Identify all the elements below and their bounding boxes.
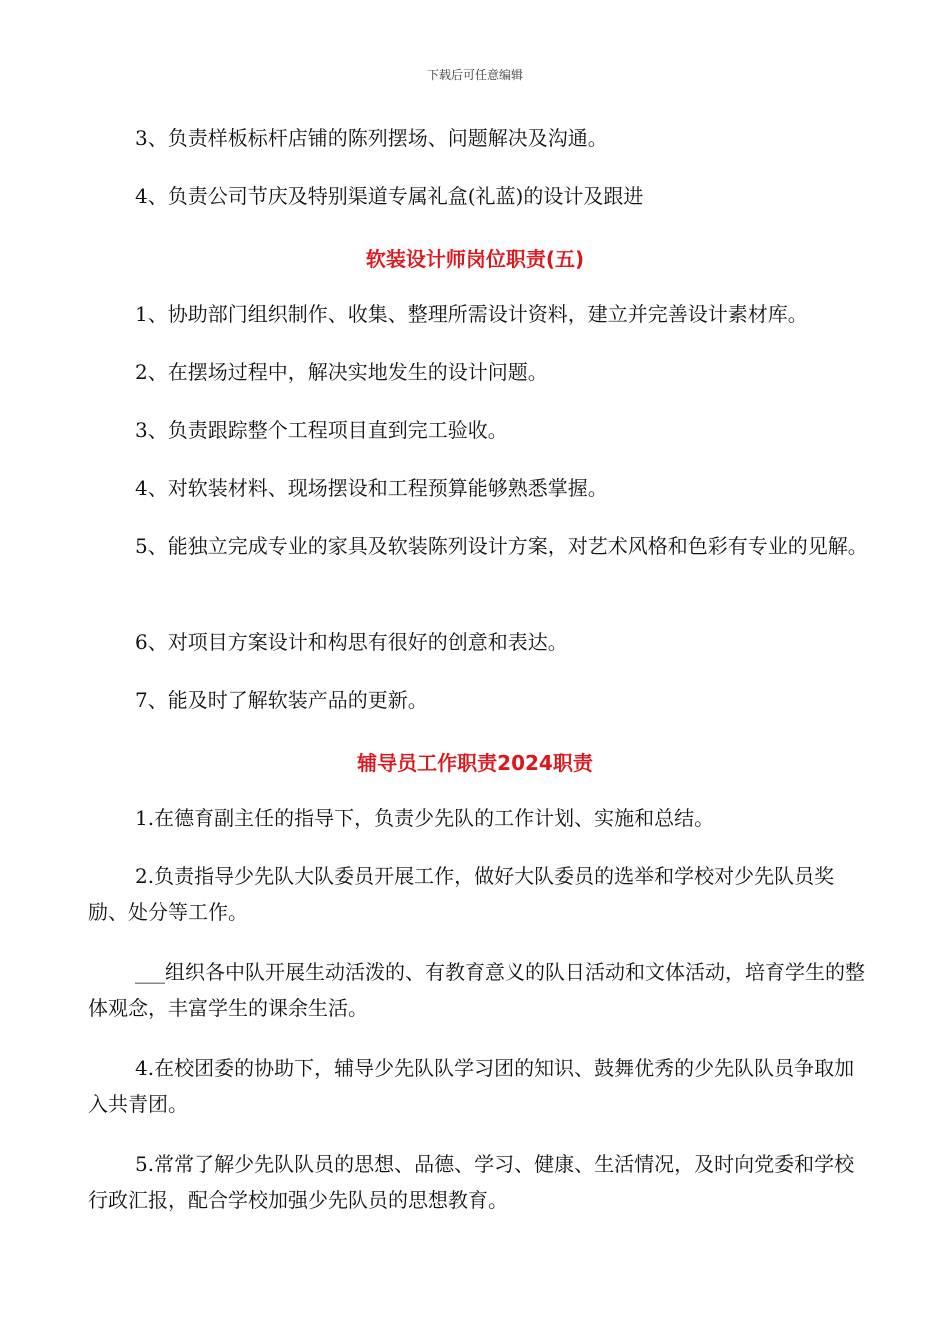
section1-item-4: 4、负责公司节庆及特别渠道专属礼盒(礼蓝)的设计及跟进 [135, 184, 644, 208]
section3-item-1: 1.在德育副主任的指导下，负责少先队的工作计划、实施和总结。 [135, 806, 715, 830]
header-note: 下载后可任意编辑 [426, 68, 523, 82]
section1-item-3: 3、负责样板标杆店铺的陈列摆场、问题解决及沟通。 [135, 126, 608, 150]
section2-item-4: 4、对软装材料、现场摆设和工程预算能够熟悉掌握。 [135, 476, 608, 500]
section3-item-3: ___组织各中队开展生动活泼的、有教育意义的队日活动和文体活动，培育学生的整体观念，丰富学生的课余生活。 [88, 960, 865, 1020]
section2-title: 软装设计师岗位职责(五) [365, 247, 585, 271]
section3-item-4: 4.在校团委的协助下，辅导少先队队学习团的知识、鼓舞优秀的少先队队员争取加入共青团。 [88, 1056, 855, 1116]
section2-item-1: 1、协助部门组织制作、收集、整理所需设计资料，建立并完善设计素材库。 [135, 302, 808, 326]
section3-title: 辅导员工作职责2024职责 [357, 751, 593, 775]
section3-item-2: 2.负责指导少先队大队委员开展工作，做好大队委员的选举和学校对少先队员奖励、处分等工作。 [88, 864, 835, 924]
section2-item-5: 5、能独立完成专业的家具及软装陈列设计方案，对艺术风格和色彩有专业的见解。 [135, 534, 868, 558]
section2-item-7: 7、能及时了解软装产品的更新。 [135, 688, 428, 712]
section2-item-3: 3、负责跟踪整个工程项目直到完工验收。 [135, 418, 508, 442]
section2-item-2: 2、在摆场过程中，解决实地发生的设计问题。 [135, 360, 548, 384]
section2-item-6: 6、对项目方案设计和构思有很好的创意和表达。 [135, 630, 568, 654]
section3-item-5: 5.常常了解少先队队员的思想、品德、学习、健康、生活情况，及时向党委和学校行政汇报，配合学校加强少先队员的思想教育。 [88, 1152, 855, 1212]
